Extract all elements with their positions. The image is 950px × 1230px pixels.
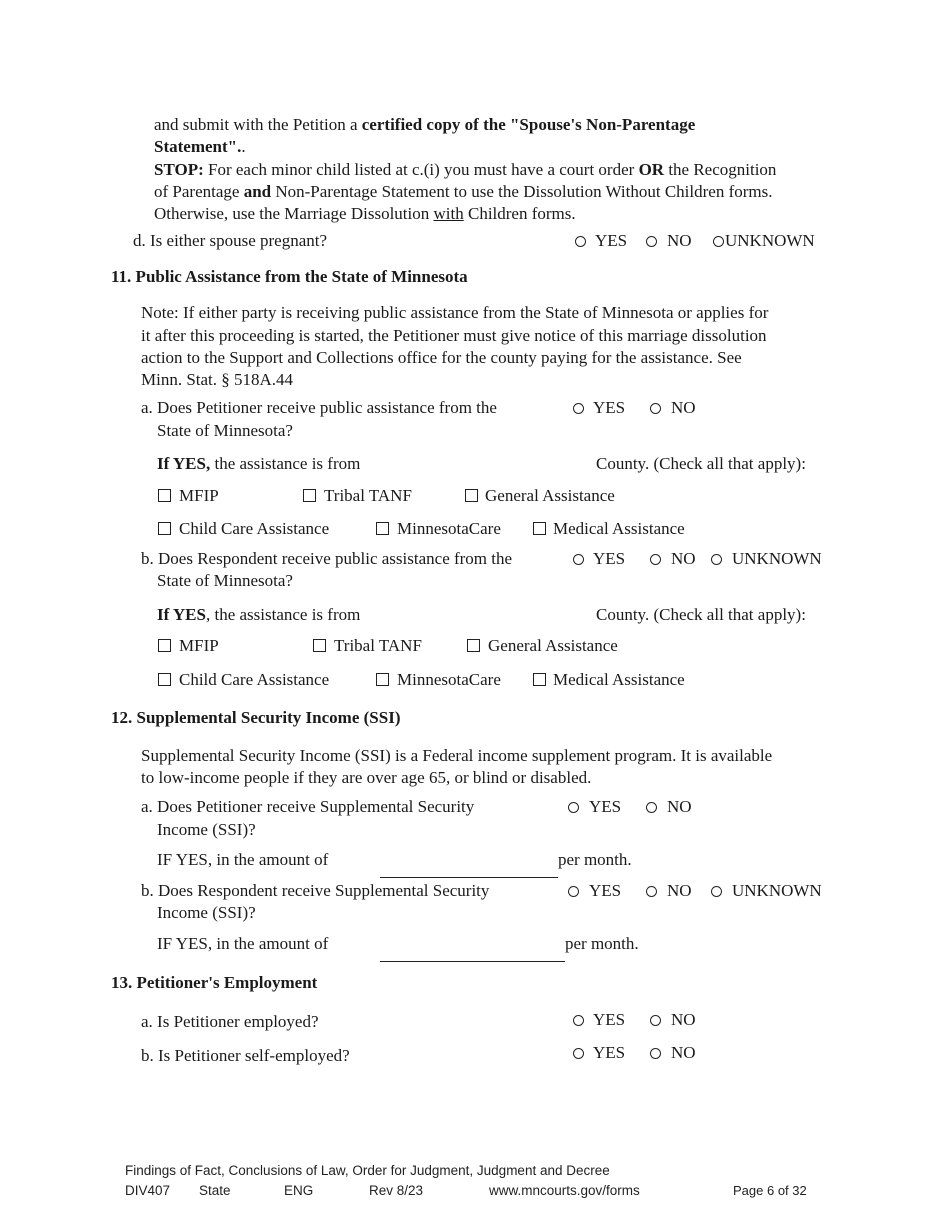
respondent-assistance-yes-label: YES <box>593 549 626 568</box>
respondent-child-care-checkbox[interactable] <box>158 673 171 686</box>
respondent-mfip-label: MFIP <box>179 636 219 655</box>
respondent-ssi-unknown-radio[interactable] <box>711 886 722 897</box>
footer-language: ENG <box>284 1183 314 1198</box>
petitioner-mfip-checkbox[interactable] <box>158 489 171 502</box>
self-employed-yes-label: YES <box>593 1043 626 1062</box>
self-employed-yes-radio[interactable] <box>573 1048 584 1059</box>
pregnant-yes-label: YES <box>595 231 628 250</box>
footer-form-id: DIV407 <box>125 1183 171 1198</box>
respondent-assistance-no-radio[interactable] <box>650 554 661 565</box>
respondent-ssi-amount-field[interactable] <box>380 961 565 962</box>
respondent-assistance-yes-radio[interactable] <box>573 554 584 565</box>
respondent-ssi-amount-label: IF YES, in the amount of <box>157 934 329 953</box>
question-12a-line2: Income (SSI)? <box>157 820 256 839</box>
petitioner-child-care-label: Child Care Assistance <box>179 519 330 538</box>
petitioner-tribal-tanf-label: Tribal TANF <box>324 486 412 505</box>
petitioner-medical-assistance-checkbox[interactable] <box>533 522 546 535</box>
section-11-note-line4: Minn. Stat. § 518A.44 <box>141 370 294 389</box>
petitioner-ssi-yes-radio[interactable] <box>568 802 579 813</box>
respondent-ssi-yes-label: YES <box>589 881 622 900</box>
petitioner-ssi-no-label: NO <box>667 797 692 816</box>
section-11-note-line3: action to the Support and Collections office for the county paying for the assistance. See <box>141 348 742 367</box>
petitioner-ssi-per-month: per month. <box>558 850 632 869</box>
respondent-ssi-yes-radio[interactable] <box>568 886 579 897</box>
petitioner-assistance-no-label: NO <box>671 398 696 417</box>
petitioner-if-yes-text: If YES, the assistance is from <box>157 454 361 473</box>
respondent-ssi-no-label: NO <box>667 881 692 900</box>
question-pregnant: d. Is either spouse pregnant? <box>133 231 328 250</box>
petitioner-ssi-no-radio[interactable] <box>646 802 657 813</box>
petitioner-minnesotacare-checkbox[interactable] <box>376 522 389 535</box>
section-11-heading: 11. Public Assistance from the State of Minnesota <box>111 267 468 286</box>
respondent-county-text: County. (Check all that apply): <box>596 605 806 624</box>
pregnant-yes-radio[interactable] <box>575 236 586 247</box>
section-11-note-line2: it after this proceeding is started, the Petitioner must give notice of this marriage dissolution <box>141 326 767 345</box>
petitioner-assistance-no-radio[interactable] <box>650 403 661 414</box>
item10-text-line1: and submit with the Petition a certified copy of the "Spouse's Non-Parentage <box>154 115 696 134</box>
employed-yes-label: YES <box>593 1010 626 1029</box>
footer-title: Findings of Fact, Conclusions of Law, Order for Judgment, Judgment and Decree <box>125 1163 610 1178</box>
pregnant-unknown-label: UNKNOWN <box>725 231 815 250</box>
petitioner-mfip-label: MFIP <box>179 486 219 505</box>
respondent-if-yes-text: If YES, the assistance is from <box>157 605 361 624</box>
stop-instruction: STOP: For each minor child listed at c.(i) you must have a court order OR the Recognition <box>154 160 777 179</box>
petitioner-ssi-yes-label: YES <box>589 797 622 816</box>
question-13b: b. Is Petitioner self-employed? <box>141 1046 350 1065</box>
question-12b-line1: b. Does Respondent receive Supplemental Security <box>141 881 490 900</box>
question-11b-line1: b. Does Respondent receive public assistance from the <box>141 549 513 568</box>
pregnant-unknown-radio[interactable] <box>713 236 724 247</box>
petitioner-ssi-amount-field[interactable] <box>380 877 558 878</box>
self-employed-no-radio[interactable] <box>650 1048 661 1059</box>
petitioner-general-assistance-checkbox[interactable] <box>465 489 478 502</box>
self-employed-no-label: NO <box>671 1043 696 1062</box>
stop-instruction-line2: of Parentage and Non-Parentage Statement to use the Dissolution Without Children forms. <box>154 182 773 201</box>
question-13a: a. Is Petitioner employed? <box>141 1012 319 1031</box>
section-12-heading: 12. Supplemental Security Income (SSI) <box>111 708 401 727</box>
section-12-desc-line1: Supplemental Security Income (SSI) is a Federal income supplement program. It is available <box>141 746 773 765</box>
respondent-medical-assistance-label: Medical Assistance <box>553 670 685 689</box>
respondent-ssi-unknown-label: UNKNOWN <box>732 881 822 900</box>
respondent-tribal-tanf-label: Tribal TANF <box>334 636 422 655</box>
item10-text-line2: Statement".. <box>154 137 246 156</box>
section-11-note-line1: Note: If either party is receiving public assistance from the State of Minnesota or applies for <box>141 303 769 322</box>
respondent-ssi-no-radio[interactable] <box>646 886 657 897</box>
respondent-minnesotacare-checkbox[interactable] <box>376 673 389 686</box>
respondent-assistance-unknown-label: UNKNOWN <box>732 549 822 568</box>
stop-instruction-line3: Otherwise, use the Marriage Dissolution with Children forms. <box>154 204 576 223</box>
pregnant-no-label: NO <box>667 231 692 250</box>
question-11a-line2: State of Minnesota? <box>157 421 293 440</box>
section-13-heading: 13. Petitioner's Employment <box>111 973 318 992</box>
employed-no-label: NO <box>671 1010 696 1029</box>
question-12a-line1: a. Does Petitioner receive Supplemental Security <box>141 797 475 816</box>
pregnant-no-radio[interactable] <box>646 236 657 247</box>
question-11a-line1: a. Does Petitioner receive public assistance from the <box>141 398 497 417</box>
respondent-ssi-per-month: per month. <box>565 934 639 953</box>
footer-revision: Rev 8/23 <box>369 1183 424 1198</box>
petitioner-assistance-yes-label: YES <box>593 398 626 417</box>
respondent-general-assistance-checkbox[interactable] <box>467 639 480 652</box>
respondent-general-assistance-label: General Assistance <box>488 636 618 655</box>
footer-state: State <box>199 1183 231 1198</box>
employed-yes-radio[interactable] <box>573 1015 584 1026</box>
petitioner-child-care-checkbox[interactable] <box>158 522 171 535</box>
petitioner-ssi-amount-label: IF YES, in the amount of <box>157 850 329 869</box>
petitioner-tribal-tanf-checkbox[interactable] <box>303 489 316 502</box>
respondent-minnesotacare-label: MinnesotaCare <box>397 670 501 689</box>
petitioner-medical-assistance-label: Medical Assistance <box>553 519 685 538</box>
petitioner-assistance-yes-radio[interactable] <box>573 403 584 414</box>
respondent-tribal-tanf-checkbox[interactable] <box>313 639 326 652</box>
section-12-desc-line2: to low-income people if they are over age 65, or blind or disabled. <box>141 768 592 787</box>
petitioner-minnesotacare-label: MinnesotaCare <box>397 519 501 538</box>
petitioner-county-text: County. (Check all that apply): <box>596 454 806 473</box>
respondent-child-care-label: Child Care Assistance <box>179 670 330 689</box>
respondent-assistance-no-label: NO <box>671 549 696 568</box>
footer-page-number: Page 6 of 32 <box>733 1183 807 1198</box>
question-11b-line2: State of Minnesota? <box>157 571 293 590</box>
footer-url-link[interactable]: www.mncourts.gov/forms <box>489 1183 640 1198</box>
employed-no-radio[interactable] <box>650 1015 661 1026</box>
respondent-mfip-checkbox[interactable] <box>158 639 171 652</box>
question-12b-line2: Income (SSI)? <box>157 903 256 922</box>
respondent-assistance-unknown-radio[interactable] <box>711 554 722 565</box>
petitioner-general-assistance-label: General Assistance <box>485 486 615 505</box>
respondent-medical-assistance-checkbox[interactable] <box>533 673 546 686</box>
